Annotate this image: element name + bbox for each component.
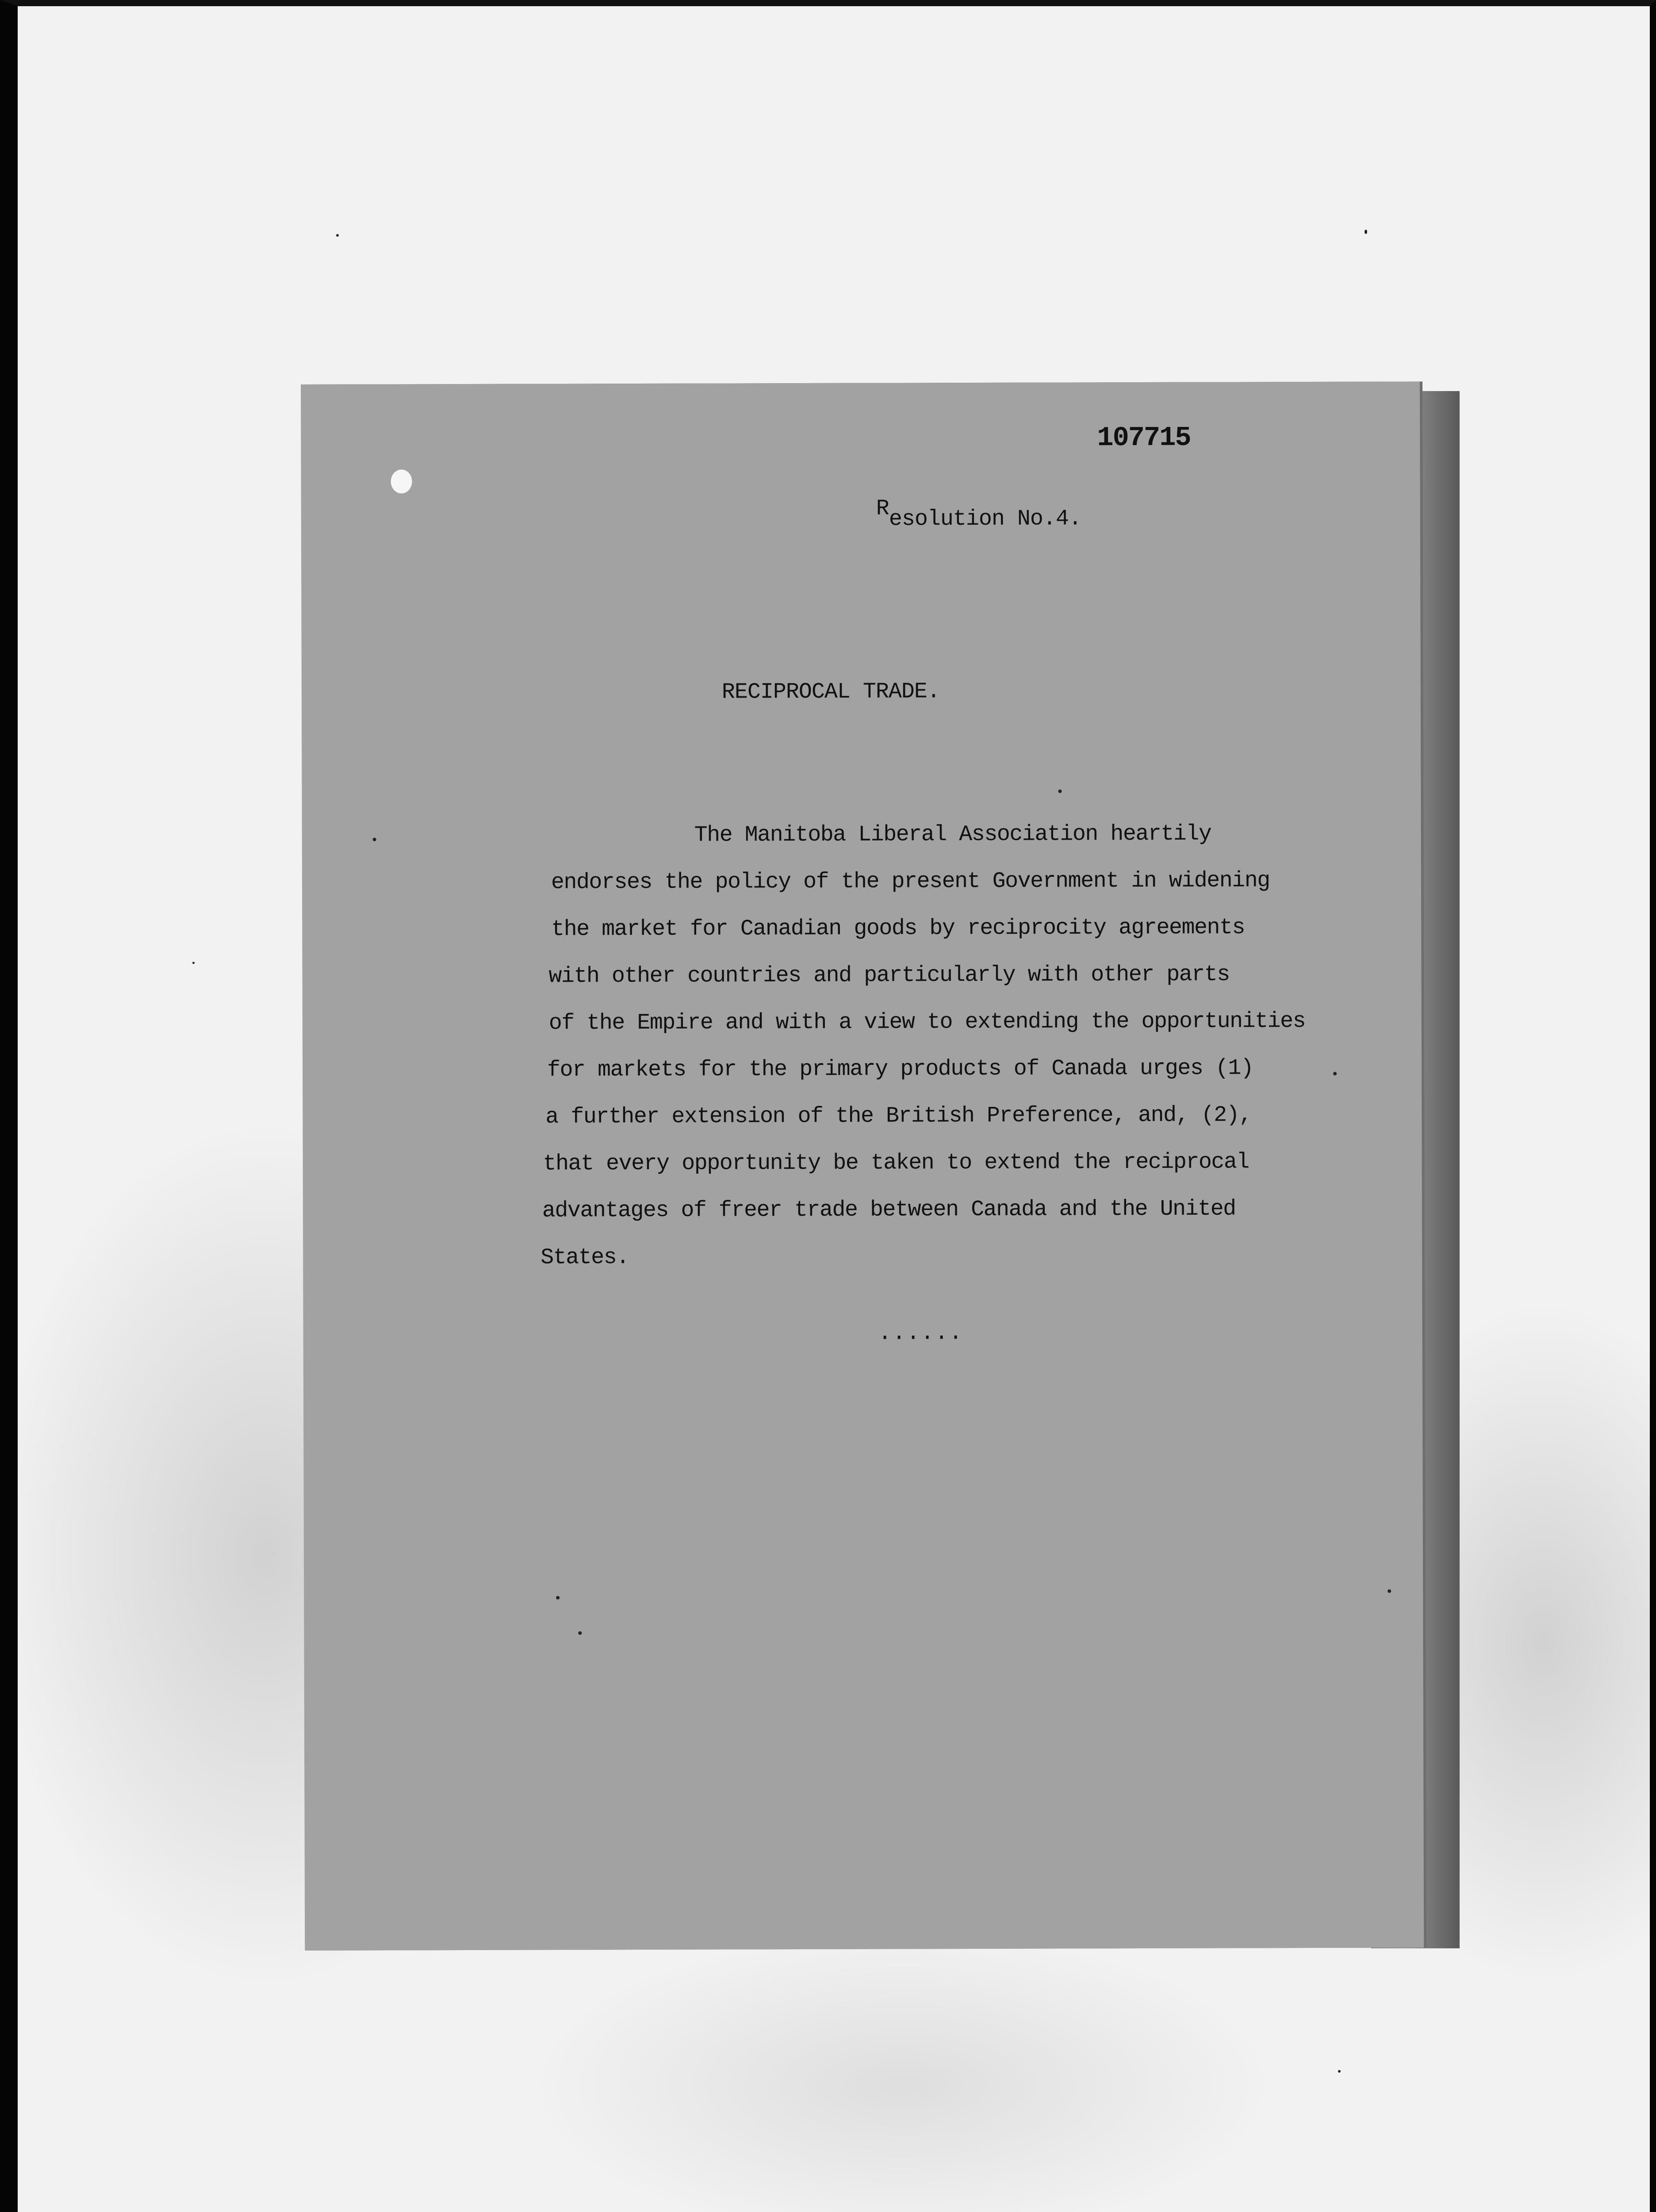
- film-speck: [1338, 2070, 1341, 2073]
- paragraph-line: a further extension of the British Preference, and, (2),: [545, 1102, 1252, 1130]
- end-mark: ......: [878, 1321, 963, 1346]
- film-speck: [192, 962, 195, 964]
- resolution-rest: esolution No.4.: [889, 506, 1081, 532]
- paragraph-line: advantages of freer trade between Canada and the United: [542, 1196, 1236, 1224]
- paper-speck: [1333, 1072, 1337, 1075]
- document-page: [301, 381, 1424, 1951]
- paragraph-line: the market for Canadian goods by reciprocity agreements: [551, 915, 1245, 942]
- paragraph-line: of the Empire and with a view to extending the opportunities: [548, 1009, 1306, 1036]
- paper-speck: [1058, 789, 1062, 793]
- paragraph-line: The Manitoba Liberal Association heartily: [694, 821, 1211, 848]
- paper-speck: [1388, 1590, 1391, 1593]
- document-number: 107715: [1097, 422, 1191, 454]
- paragraph-line: for markets for the primary products of Canada urges (1): [547, 1056, 1254, 1083]
- resolution-prefix: R: [876, 496, 889, 522]
- paragraph-line: that every opportunity be taken to extend the reciprocal: [543, 1149, 1249, 1177]
- paper-speck: [556, 1596, 560, 1599]
- paragraph-line: endorses the policy of the present Government in widening: [551, 868, 1270, 895]
- paper-speck: [578, 1631, 582, 1635]
- paper-speck: [373, 838, 376, 841]
- document-heading: RECIPROCAL TRADE.: [721, 679, 940, 705]
- punch-hole: [391, 469, 412, 493]
- resolution-label: [876, 496, 1081, 532]
- film-speck: [1365, 230, 1367, 234]
- paragraph-line: States.: [540, 1245, 629, 1271]
- paragraph-line: with other countries and particularly with other parts: [548, 962, 1230, 989]
- film-speck: [336, 234, 339, 237]
